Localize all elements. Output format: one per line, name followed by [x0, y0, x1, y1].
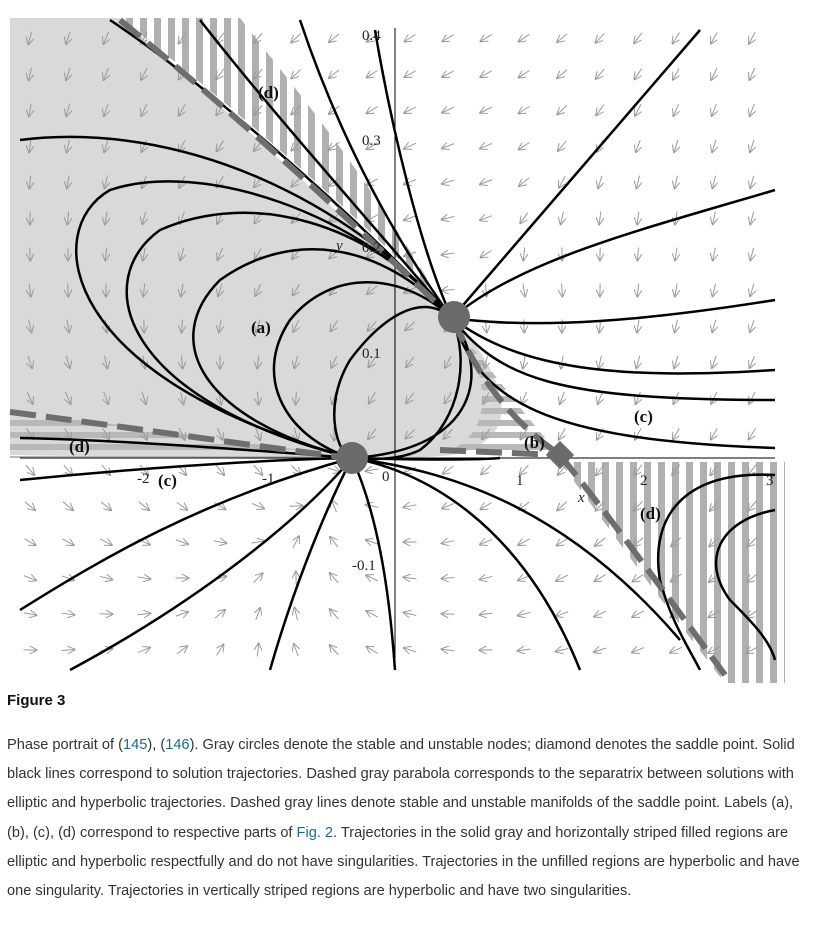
field-arrow — [518, 612, 531, 615]
field-arrow — [139, 502, 149, 510]
field-arrow — [556, 575, 568, 581]
field-arrow — [442, 253, 455, 255]
field-arrow — [366, 611, 377, 617]
field-arrow — [26, 465, 35, 475]
field-arrow — [595, 538, 605, 546]
field-arrow — [480, 576, 493, 579]
field-arrow — [557, 34, 567, 42]
field-arrow — [480, 540, 492, 545]
field-arrow — [480, 143, 492, 148]
field-arrow — [594, 575, 605, 582]
field-arrow — [522, 392, 527, 404]
field-arrow — [637, 248, 638, 261]
region-label-d-right: (d) — [640, 504, 661, 523]
y-axis-label: y — [336, 238, 343, 254]
field-arrow — [254, 465, 263, 475]
x-tick-neg-2: -2 — [137, 471, 150, 487]
field-arrow — [330, 573, 338, 583]
field-arrow — [556, 648, 569, 651]
field-arrow — [25, 502, 35, 510]
field-arrow — [675, 284, 677, 297]
region-label-d-left: (d) — [69, 437, 90, 456]
field-arrow — [594, 648, 606, 652]
field-arrow — [557, 106, 566, 115]
trajectory-down-3 — [70, 458, 352, 670]
field-arrow — [633, 574, 644, 581]
field-arrow — [442, 503, 454, 508]
field-arrow — [637, 212, 639, 225]
field-arrow — [749, 356, 754, 368]
region-label-c-left: (c) — [158, 471, 177, 490]
field-arrow — [596, 105, 604, 116]
trajectory-right-1 — [452, 30, 700, 318]
field-arrow — [632, 648, 644, 653]
field-arrow — [30, 248, 31, 261]
field-arrow — [750, 248, 753, 261]
field-arrow — [62, 650, 75, 651]
field-arrow — [481, 251, 492, 258]
field-arrow — [594, 611, 606, 616]
field-arrow — [404, 612, 417, 615]
field-arrow — [24, 613, 37, 615]
caption-text-part-1: Phase portrait of ( — [7, 737, 123, 753]
y-tick-0-4: 0.4 — [362, 28, 381, 44]
field-arrow — [443, 466, 454, 473]
field-arrow — [749, 392, 755, 404]
field-arrow — [177, 646, 187, 654]
trajectory-down-2 — [270, 458, 352, 670]
field-arrow — [329, 70, 339, 78]
field-arrow — [366, 540, 378, 544]
field-arrow — [596, 69, 605, 79]
field-arrow — [750, 176, 754, 188]
field-arrow — [634, 69, 641, 80]
stable-node-marker — [336, 442, 368, 474]
field-arrow — [24, 576, 36, 581]
field-arrow — [366, 647, 377, 654]
trajectory-right-2 — [452, 190, 775, 318]
field-arrow — [560, 392, 565, 404]
field-arrow — [673, 104, 678, 116]
field-arrow — [293, 536, 299, 547]
field-arrow — [100, 576, 113, 579]
field-arrow — [330, 645, 339, 655]
field-arrow — [64, 465, 72, 475]
field-arrow — [523, 356, 525, 369]
field-arrow — [296, 392, 297, 405]
field-arrow — [329, 34, 339, 42]
caption-text-part-2: ), ( — [147, 737, 166, 753]
y-tick-0-2: 0.2 — [362, 240, 381, 256]
unstable-node-marker — [438, 301, 470, 333]
field-arrow — [480, 35, 491, 42]
field-arrow — [636, 392, 641, 404]
field-arrow — [556, 612, 568, 616]
field-arrow — [637, 284, 638, 297]
field-arrow — [637, 320, 639, 333]
field-arrow — [257, 644, 258, 657]
field-arrow — [636, 140, 641, 152]
field-arrow — [713, 212, 716, 225]
y-tick-0-3: 0.3 — [362, 133, 381, 149]
field-arrow — [632, 611, 644, 617]
field-arrow — [24, 539, 35, 546]
field-arrow — [674, 356, 678, 368]
field-arrow — [405, 34, 416, 41]
x-axis-label: x — [578, 490, 585, 506]
field-arrow — [481, 466, 491, 475]
field-arrow — [523, 248, 524, 261]
reference-link-145[interactable]: 145 — [123, 737, 148, 753]
x-tick-1: 1 — [516, 473, 524, 489]
field-arrow — [176, 612, 188, 616]
field-arrow — [711, 392, 716, 404]
field-arrow — [711, 68, 717, 80]
field-arrow — [599, 356, 602, 369]
field-arrow — [749, 68, 754, 80]
field-arrow — [558, 141, 566, 151]
field-arrow — [404, 107, 416, 113]
trajectory-right-3 — [452, 300, 775, 323]
field-arrow — [138, 613, 151, 614]
field-arrow — [712, 320, 716, 332]
x-tick-3: 3 — [766, 473, 774, 489]
field-arrow — [598, 176, 602, 188]
field-arrow — [63, 502, 73, 510]
reference-link-146[interactable]: 146 — [165, 737, 190, 753]
figure-caption-body — [7, 731, 807, 906]
field-arrow — [176, 540, 188, 544]
field-arrow — [750, 212, 753, 225]
field-arrow — [294, 608, 297, 621]
field-arrow — [404, 143, 416, 148]
field-arrow — [442, 35, 453, 42]
field-arrow — [290, 506, 303, 507]
field-arrow — [256, 608, 261, 620]
field-arrow — [562, 284, 563, 297]
field-arrow — [291, 33, 300, 42]
figure-2-link[interactable]: Fig. 2 — [296, 824, 334, 841]
field-arrow — [750, 104, 755, 116]
field-arrow — [102, 465, 110, 475]
field-arrow — [404, 216, 416, 220]
y-tick-neg-0-1: -0.1 — [352, 558, 376, 574]
field-arrow — [291, 70, 300, 79]
field-arrow — [519, 106, 530, 113]
field-arrow — [713, 284, 716, 297]
field-arrow — [518, 539, 529, 545]
field-arrow — [675, 320, 678, 333]
field-arrow — [442, 541, 455, 544]
field-arrow — [519, 142, 530, 149]
field-arrow — [712, 104, 717, 116]
field-arrow — [712, 176, 715, 189]
field-arrow — [217, 645, 224, 656]
field-arrow — [442, 290, 455, 291]
field-arrow — [138, 648, 150, 653]
field-arrow — [328, 468, 340, 472]
field-arrow — [596, 33, 605, 42]
region-label-a: (a) — [251, 318, 271, 337]
field-arrow — [713, 248, 716, 261]
field-arrow — [519, 178, 529, 186]
field-arrow — [216, 465, 224, 475]
field-arrow — [559, 428, 566, 439]
trajectory-left-3 — [20, 458, 352, 610]
field-arrow — [672, 33, 679, 44]
x-tick-0: 0 — [382, 469, 390, 485]
field-arrow — [442, 649, 455, 651]
field-arrow — [518, 649, 531, 651]
field-arrow — [480, 71, 491, 77]
field-arrow — [252, 503, 264, 508]
field-arrow — [750, 320, 754, 332]
field-arrow — [138, 577, 151, 579]
field-arrow — [523, 284, 525, 297]
field-arrow — [524, 320, 525, 333]
field-arrow — [442, 180, 454, 184]
field-arrow — [294, 644, 298, 656]
field-arrow — [442, 217, 455, 220]
field-arrow — [366, 107, 377, 114]
field-arrow — [520, 213, 527, 224]
x-tick-neg-1: -1 — [262, 471, 275, 487]
field-arrow — [674, 140, 678, 152]
field-arrow — [749, 32, 755, 44]
field-arrow — [442, 577, 455, 578]
trajectory-right-4 — [452, 318, 775, 373]
field-arrow — [480, 180, 492, 185]
field-arrow — [62, 613, 75, 615]
field-arrow — [442, 144, 454, 149]
field-arrow — [711, 428, 718, 439]
field-arrow — [404, 505, 417, 507]
field-arrow — [442, 71, 453, 77]
caption-text-part-3: ). Gray circles denote the stable and unstable nodes; diamond denotes the saddle point. Solid black lines correspond to solution trajectories. Dashed gray parabola corresponds to the separatrix between solutions with elliptic and hyperbolic trajectories. Dashed gray lines denote stable and unstable manifolds of the saddle point. Labels (a), (b), (c), (d) correspond to respective parts of — [7, 737, 795, 841]
field-arrow — [100, 539, 112, 545]
field-arrow — [404, 577, 417, 579]
field-arrow — [750, 284, 754, 296]
field-arrow — [62, 539, 73, 545]
field-arrow — [404, 648, 416, 652]
field-arrow — [519, 34, 530, 41]
field-arrow — [215, 610, 225, 618]
field-arrow — [404, 71, 415, 77]
field-arrow — [366, 575, 378, 580]
field-arrow — [750, 140, 754, 152]
field-arrow — [673, 68, 679, 79]
field-arrow — [670, 647, 682, 652]
region-label-d-top: (d) — [258, 83, 279, 102]
field-arrow — [675, 176, 678, 189]
field-arrow — [366, 469, 379, 471]
field-arrow — [442, 107, 454, 112]
field-arrow — [749, 428, 756, 439]
field-arrow — [367, 70, 378, 77]
field-arrow — [636, 356, 639, 369]
field-arrow — [480, 503, 491, 510]
figure-caption-title: Figure 3 — [7, 692, 66, 709]
field-arrow — [557, 538, 568, 545]
field-arrow — [557, 70, 567, 78]
field-arrow — [673, 428, 679, 439]
field-arrow — [561, 356, 563, 369]
field-arrow — [214, 541, 227, 543]
field-arrow — [712, 356, 716, 368]
field-arrow — [177, 502, 187, 510]
field-arrow — [634, 33, 642, 43]
field-arrow — [101, 502, 111, 510]
region-label-b: (b) — [524, 433, 545, 452]
y-tick-0-1: 0.1 — [362, 346, 381, 362]
field-arrow — [675, 248, 677, 261]
field-arrow — [561, 212, 564, 225]
field-arrow — [637, 176, 640, 189]
field-arrow — [711, 32, 717, 43]
field-arrow — [366, 505, 379, 508]
caption-text-part-4: . Trajectories in the solid gray and horizontally striped filled regions are elliptic and hyperbolic respectfully and do not have singularities. Trajectories in the unfilled regions are hyperbolic and have one singularity. Trajectories in vertically striped regions are hyperbolic and have two singularities. — [7, 824, 800, 900]
trajectory-down-4 — [352, 458, 580, 670]
field-arrow — [599, 212, 601, 225]
field-arrow — [712, 140, 716, 152]
field-arrow — [330, 609, 339, 619]
field-arrow — [480, 216, 492, 221]
field-arrow — [557, 502, 567, 511]
region-label-c-right: (c) — [634, 407, 653, 426]
field-arrow — [480, 107, 492, 113]
field-arrow — [480, 613, 493, 615]
field-arrow — [519, 70, 530, 77]
field-arrow — [598, 392, 603, 404]
x-tick-2: 2 — [640, 473, 648, 489]
trajectory-left-1 — [20, 458, 352, 480]
field-arrow — [330, 537, 338, 547]
field-arrow — [253, 573, 262, 582]
